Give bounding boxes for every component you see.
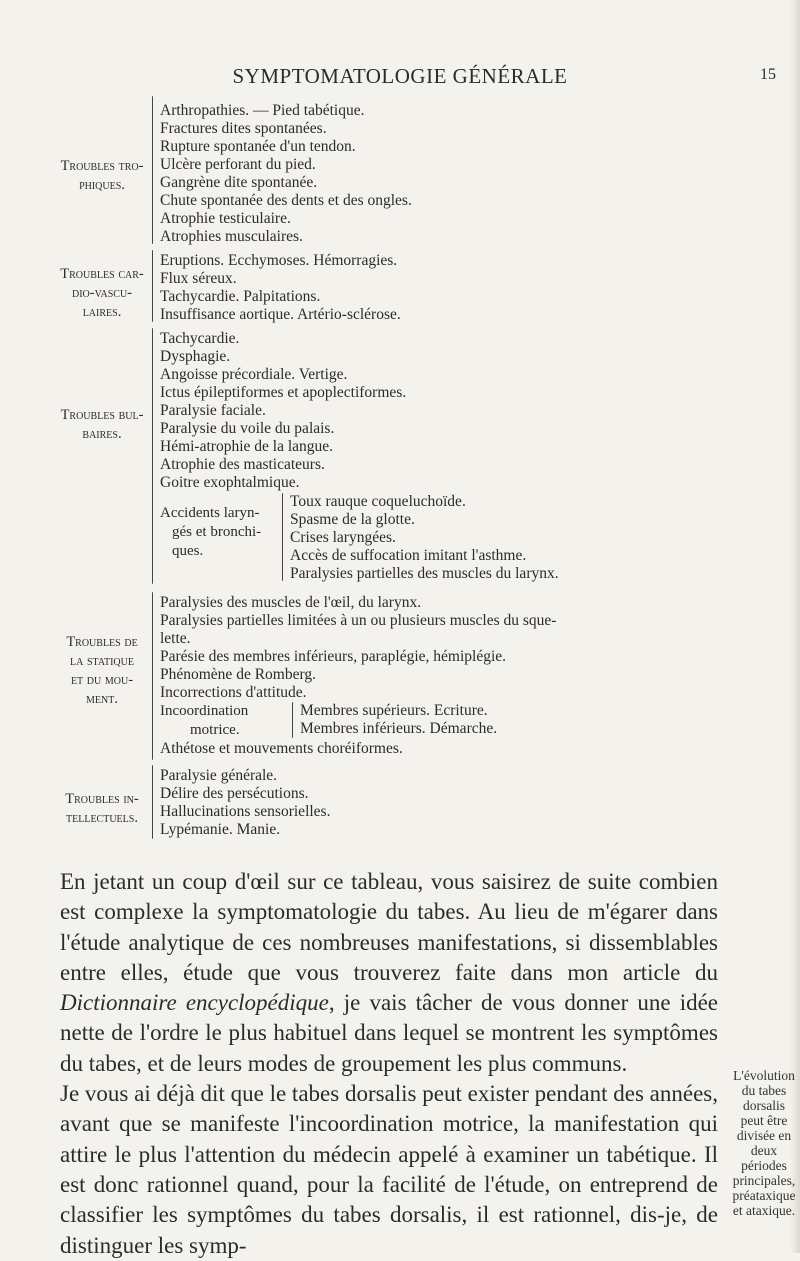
symptom-item: Atrophies musculaires. [160, 228, 303, 245]
symptom-item: Membres supérieurs. Ecriture. [300, 702, 488, 719]
symptom-item: lette. [160, 630, 191, 647]
symptom-item: Paralysie faciale. [160, 402, 266, 419]
page-edge [790, 0, 800, 1253]
category-line: baires. [82, 426, 122, 442]
brace [152, 250, 153, 322]
symptom-item: Hallucinations sensorielles. [160, 803, 331, 820]
symptom-item: Arthropathies. — Pied tabétique. [160, 102, 365, 119]
symptom-item: Toux rauque coqueluchoïde. [290, 493, 466, 510]
symptom-item: Rupture spontanée d'un tendon. [160, 138, 356, 155]
category-line: dio-vascu- [71, 285, 133, 301]
category-label [50, 790, 154, 828]
sub-category-line: ques. [172, 543, 204, 559]
sub-category-line: Incoordination [160, 703, 249, 719]
symptom-item: Parésie des membres inférieurs, paraplégie, hémiplégie. [160, 648, 507, 665]
sub-category-label [160, 504, 261, 561]
paragraph [60, 867, 718, 1079]
symptom-item: Spasme de la glotte. [290, 511, 415, 528]
category-label [52, 157, 152, 195]
symptom-item: Insuffisance aortique. Artério-sclérose. [160, 306, 401, 323]
sub-category-line: motrice. [190, 722, 240, 738]
symptom-item: Ictus épileptiformes et apoplectiformes. [160, 384, 407, 401]
brace [152, 765, 153, 839]
symptom-item: Flux séreux. [160, 270, 237, 287]
symptom-item: Paralysies partielles limitées à un ou plusieurs muscles du sque- [160, 612, 557, 629]
brace [282, 493, 283, 581]
category-line: tellectuels. [66, 810, 138, 826]
symptom-item: Lypémanie. Manie. [160, 821, 281, 838]
symptom-item: Paralysie du voile du palais. [160, 420, 335, 437]
symptom-item: Paralysie générale. [160, 767, 278, 784]
symptom-item: Tachycardie. [160, 330, 240, 347]
category-line: Troubles in- [65, 791, 139, 807]
symptom-item: Accès de suffocation imitant l'asthme. [290, 547, 527, 564]
brace [152, 592, 153, 760]
category-line: Troubles de [66, 634, 138, 650]
body-text [60, 867, 718, 1261]
paragraph [60, 1079, 718, 1261]
symptom-item: Délire des persécutions. [160, 785, 309, 802]
category-line: Troubles bul- [60, 407, 144, 423]
category-line: ment. [86, 691, 118, 707]
category-label [52, 265, 152, 322]
sub-category-line: gés et bronchi- [172, 524, 262, 540]
category-line: laires. [82, 304, 122, 320]
paragraph-text: En jetant un coup d'œil sur ce tableau, vous saisirez de suite combien est complexe la symptomatologie du tabes. Au lieu de m'égarer dans l'étude analytique de ces nombreuses manifestations, si dissemblables entre elles, étude que vous trouverez faite dans mon article du [60, 869, 718, 985]
brace [152, 96, 153, 244]
category-label [52, 406, 152, 444]
symptom-item: Membres inférieurs. Démarche. [300, 720, 498, 737]
symptom-item: Chute spontanée des dents et des ongles. [160, 192, 412, 209]
symptom-item: Goitre exophtalmique. [160, 474, 300, 491]
symptom-item: Eruptions. Ecchymoses. Hémorragies. [160, 252, 398, 269]
paragraph-text: , je vais tâcher de vous donner une idée nette de l'ordre le plus habituel dans lequel se montrent les symptômes du tabes, et de leurs modes de groupement les plus communs. [60, 990, 719, 1076]
symptom-item: Tachycardie. Palpitations. [160, 288, 321, 305]
running-title: SYMPTOMATOLOGIE GÉNÉRALE [232, 64, 568, 88]
symptom-item: Paralysies partielles des muscles du larynx. [290, 565, 559, 582]
brace [152, 328, 153, 584]
italic-title: Dictionnaire encyclopédique [60, 990, 329, 1016]
symptom-item: Atrophie testiculaire. [160, 210, 291, 227]
symptom-item: Gangrène dite spontanée. [160, 174, 318, 191]
symptom-item: Paralysies des muscles de l'œil, du larynx. [160, 594, 422, 611]
sub-category-label [160, 702, 248, 740]
page-number: 15 [760, 66, 776, 83]
symptom-item: Phénomène de Romberg. [160, 666, 316, 683]
symptom-item: Athétose et mouvements choréiformes. [160, 740, 403, 757]
category-line: Troubles car- [60, 266, 144, 282]
category-label [50, 633, 154, 709]
symptom-item: Dysphagie. [160, 348, 231, 365]
symptom-item: Hémi-atrophie de la langue. [160, 438, 334, 455]
symptom-item: Angoisse précordiale. Vertige. [160, 366, 348, 383]
brace [292, 702, 293, 738]
symptom-item: Atrophie des masticateurs. [160, 456, 325, 473]
symptom-item: Incorrections d'attitude. [160, 684, 307, 701]
symptom-item: Crises laryngées. [290, 529, 396, 546]
category-line: et du mou- [70, 672, 134, 688]
paragraph-text: Je vous ai déjà dit que le tabes dorsalis peut exister pendant des années, avant que se manifeste l'incoordination motrice, la manifestation qui attire le plus l'attention du médecin appelé à examiner un tabétique. Il est donc rationnel quand, pour la facilité de l'étude, on entreprend de classifier les symptômes du tabes dorsalis, il est rationnel, dis-je, de distinguer les symp- [60, 1081, 718, 1258]
symptom-item: Ulcère perforant du pied. [160, 156, 316, 173]
category-line: Troubles tro- [60, 158, 144, 174]
category-line: phiques. [79, 177, 125, 193]
category-line: la statique [70, 653, 134, 669]
sub-category-line: Accidents laryn- [160, 505, 260, 521]
margin-note: L'évolution du tabes dorsalis peut être divisée en deux périodes principales, préataxique et ataxique. [732, 1068, 796, 1218]
symptom-item: Fractures dites spontanées. [160, 120, 327, 137]
